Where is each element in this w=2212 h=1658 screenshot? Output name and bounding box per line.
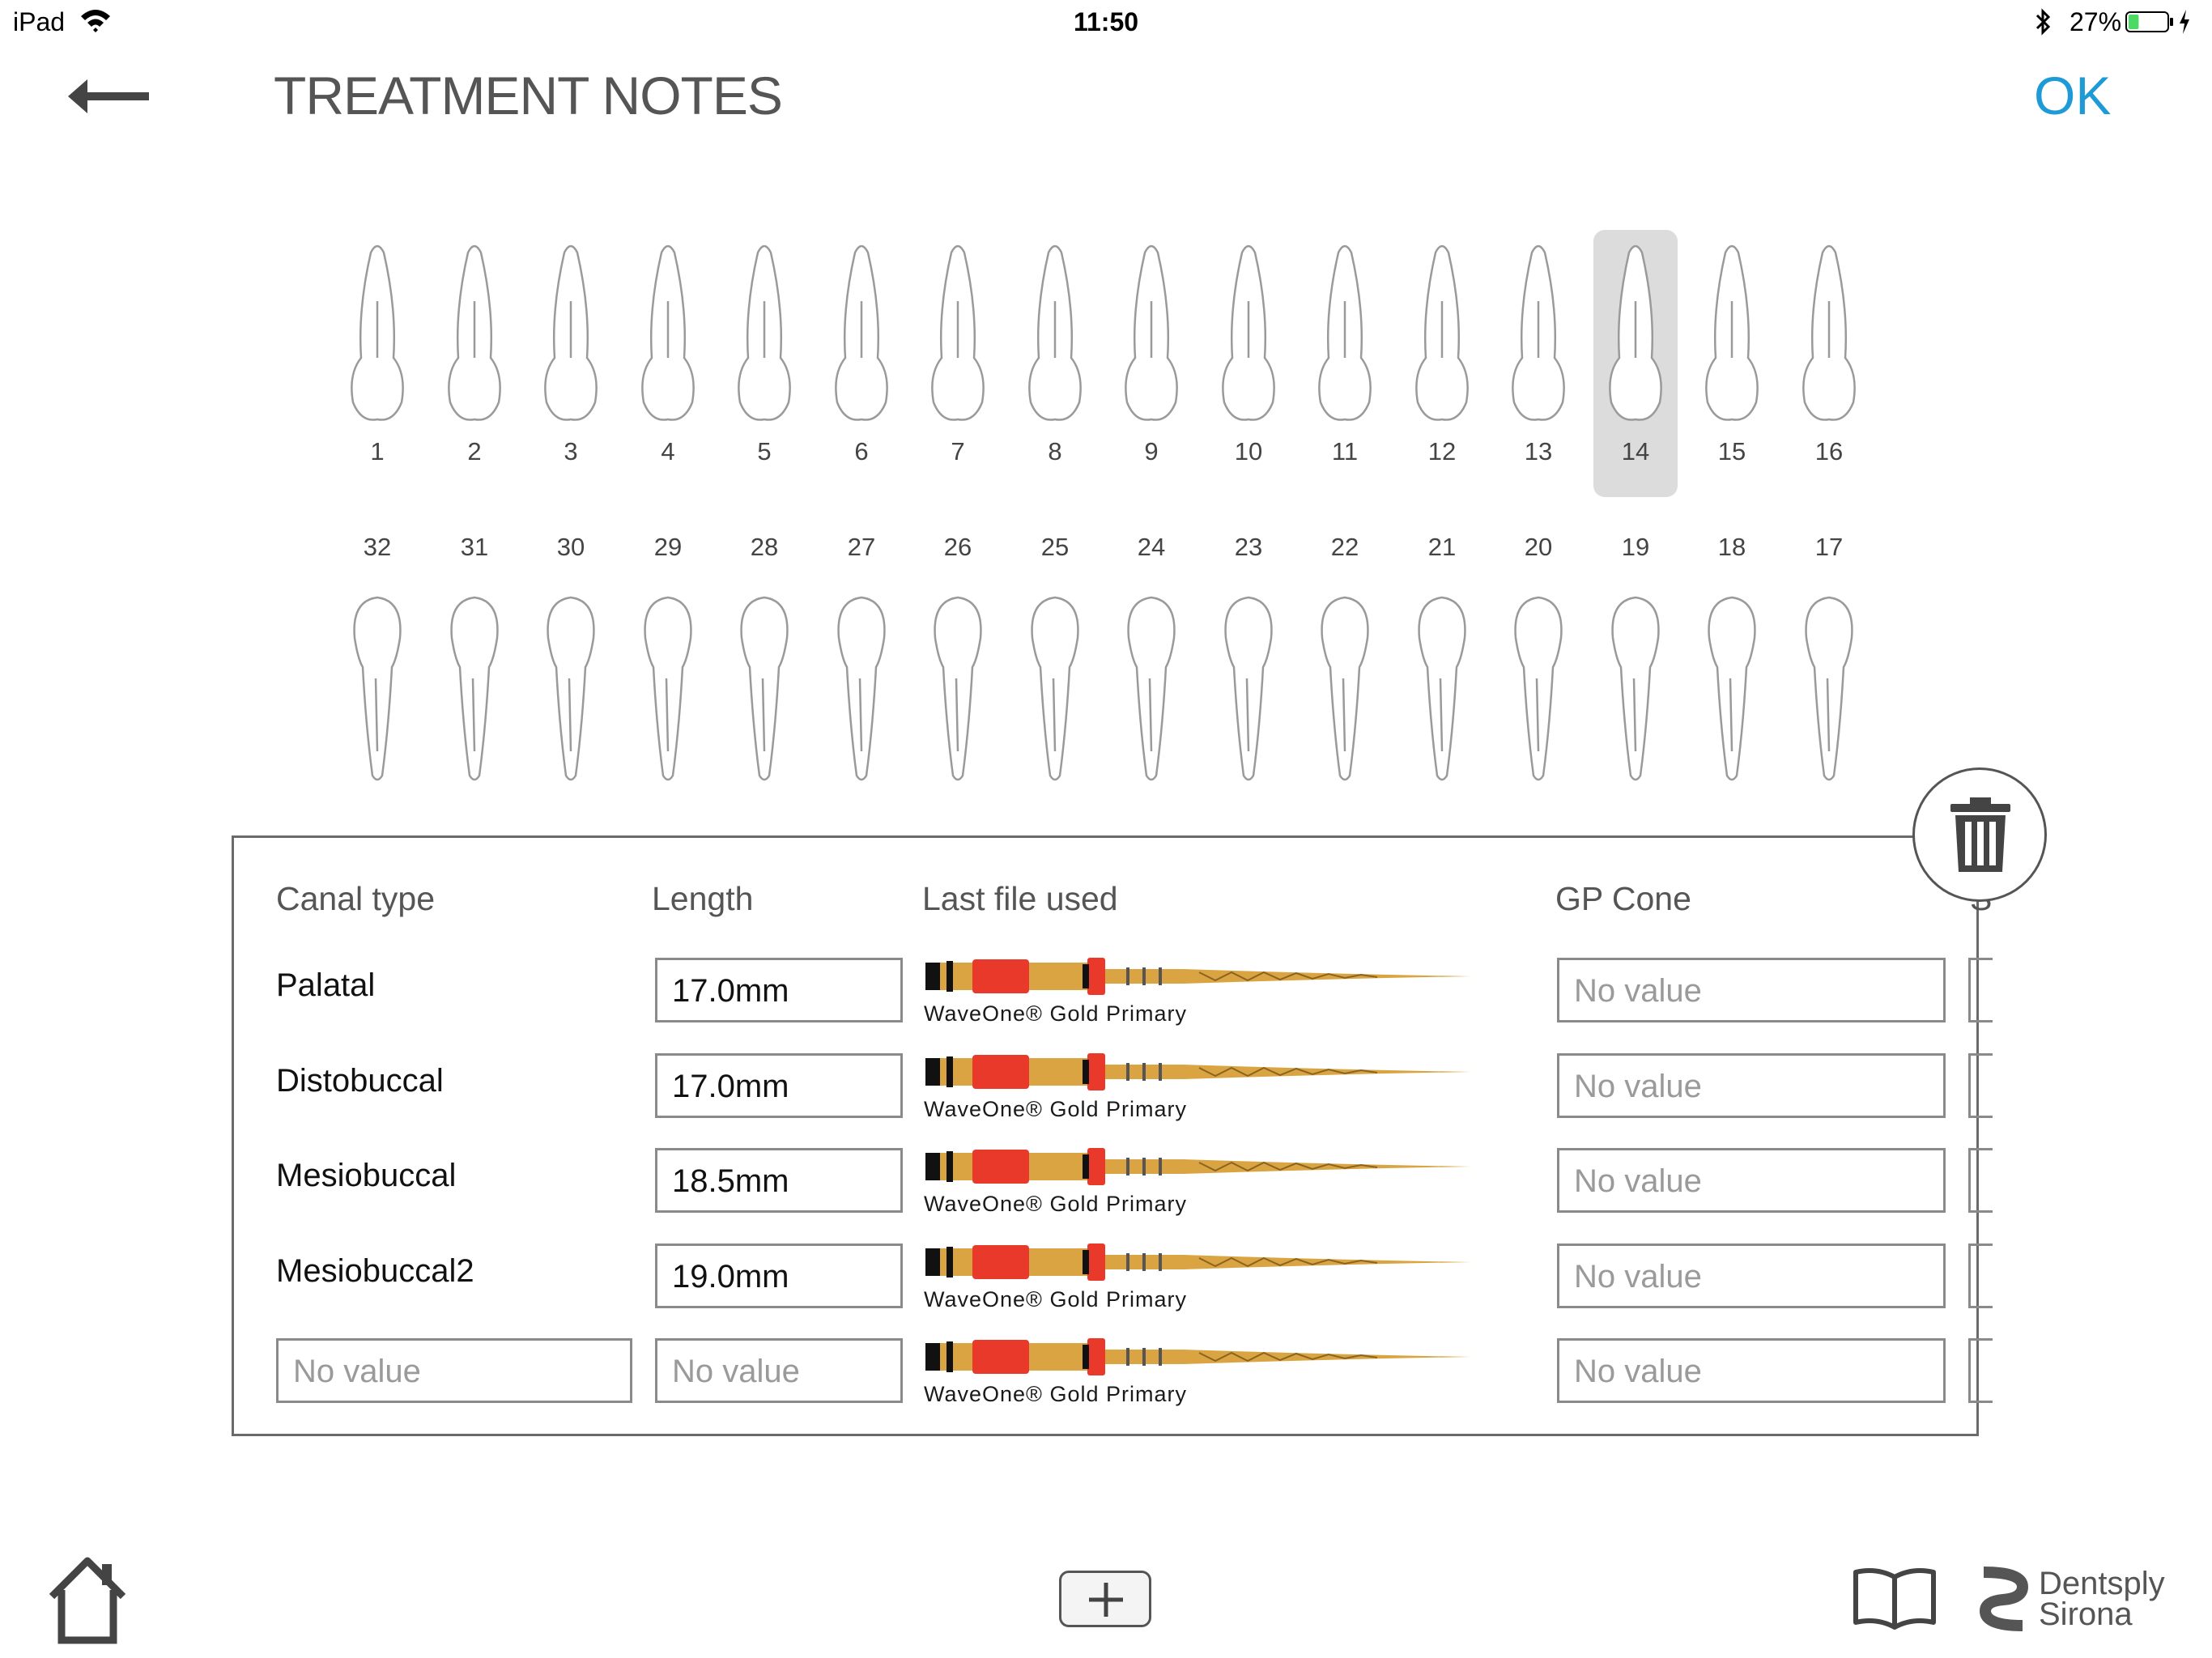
tooth-number: 31 (460, 533, 489, 561)
tooth-26[interactable] (916, 531, 1000, 798)
tooth-outline-icon (434, 236, 515, 431)
waveone-file-icon (924, 1239, 1474, 1292)
tooth-14[interactable] (1593, 230, 1678, 497)
file-name-label: WaveOne® Gold Primary (924, 1096, 1187, 1121)
canal-notes-table (232, 835, 1979, 1436)
canal-type-label: Mesiobuccal2 (276, 1252, 474, 1289)
header-last-file: Last file used (922, 880, 1118, 917)
canal-type-input[interactable]: No value (276, 1338, 632, 1403)
tooth-number: 25 (1040, 533, 1070, 561)
tooth-number: 22 (1330, 533, 1359, 561)
brand-name-line1: Dentsply (2039, 1566, 2165, 1601)
last-file-selector[interactable] (924, 1143, 1474, 1224)
brand-name-line2: Sirona (2039, 1596, 2133, 1632)
tooth-number: 9 (1144, 437, 1159, 466)
waveone-file-icon (924, 1048, 1474, 1102)
tooth-30[interactable] (529, 531, 613, 798)
tooth-outline-icon (1595, 236, 1676, 431)
tooth-outline-icon (821, 575, 902, 798)
tooth-outline-icon (917, 575, 998, 798)
tooth-outline-icon (1789, 575, 1870, 798)
tooth-number: 1 (370, 437, 385, 466)
tooth-number: 27 (847, 533, 876, 561)
tooth-29[interactable] (626, 531, 710, 798)
file-name-label: WaveOne® Gold Primary (924, 1001, 1187, 1026)
tooth-28[interactable] (722, 531, 806, 798)
tooth-number: 10 (1234, 437, 1263, 466)
tooth-number: 29 (653, 533, 683, 561)
tooth-outline-icon (1691, 236, 1772, 431)
truncated-column-input[interactable] (1968, 1338, 1993, 1403)
tooth-16[interactable] (1787, 230, 1871, 497)
gp-cone-input[interactable]: No value (1557, 1148, 1946, 1213)
tooth-6[interactable] (819, 230, 904, 497)
tooth-outline-icon (530, 236, 611, 431)
trash-icon (1950, 797, 2010, 872)
header-canal-type: Canal type (276, 880, 436, 917)
truncated-column-input[interactable] (1968, 1244, 1993, 1308)
tooth-25[interactable] (1013, 531, 1097, 798)
tooth-outline-icon (1691, 575, 1772, 798)
tooth-outline-icon (1595, 575, 1676, 798)
truncated-column-input[interactable] (1968, 1148, 1993, 1213)
tooth-11[interactable] (1303, 230, 1387, 497)
clock: 11:50 (1073, 7, 1139, 36)
tooth-23[interactable] (1206, 531, 1291, 798)
table-row (234, 1053, 1981, 1121)
tooth-1[interactable] (335, 230, 419, 497)
header-gp-cone: GP Cone (1555, 880, 1691, 917)
tooth-number: 32 (363, 533, 392, 561)
tooth-number: 8 (1048, 437, 1062, 466)
tooth-32[interactable] (335, 531, 419, 798)
tooth-number: 30 (556, 533, 585, 561)
home-icon[interactable] (45, 1554, 130, 1645)
tooth-number: 15 (1717, 437, 1746, 466)
tooth-outline-icon (917, 236, 998, 431)
tooth-outline-icon (337, 575, 418, 798)
tooth-13[interactable] (1496, 230, 1580, 497)
tooth-outline-icon (1111, 575, 1192, 798)
plus-icon (1087, 1581, 1125, 1618)
tooth-number: 26 (943, 533, 972, 561)
tooth-number: 20 (1524, 533, 1553, 561)
tooth-outline-icon (1498, 236, 1579, 431)
tooth-17[interactable] (1787, 531, 1871, 798)
page-title: TREATMENT NOTES (274, 66, 782, 125)
tooth-outline-icon (1015, 236, 1095, 431)
tooth-outline-icon (1111, 236, 1192, 431)
battery-icon (2125, 11, 2174, 33)
last-file-selector[interactable] (924, 1048, 1474, 1129)
table-row (234, 1148, 1981, 1216)
tooth-outline-icon (627, 575, 708, 798)
file-name-label: WaveOne® Gold Primary (924, 1192, 1187, 1216)
file-name-label: WaveOne® Gold Primary (924, 1286, 1187, 1312)
tooth-outline-icon (1208, 236, 1289, 431)
tooth-number: 16 (1814, 437, 1844, 466)
bluetooth-icon (2034, 6, 2053, 38)
tooth-outline-icon (1304, 236, 1385, 431)
tooth-number: 18 (1717, 533, 1746, 561)
back-arrow-icon[interactable] (62, 71, 152, 121)
gp-cone-input[interactable]: No value (1557, 958, 1946, 1022)
tooth-number: 21 (1427, 533, 1457, 561)
tooth-number: 2 (467, 437, 482, 466)
tooth-2[interactable] (432, 230, 517, 497)
last-file-selector[interactable] (924, 953, 1474, 1034)
canal-type-label: Distobuccal (276, 1062, 444, 1099)
tooth-20[interactable] (1496, 531, 1580, 798)
tooth-number: 3 (564, 437, 578, 466)
device-name: iPad (13, 7, 66, 36)
tooth-number: 7 (951, 437, 965, 466)
tooth-number: 28 (750, 533, 779, 561)
tooth-number: 19 (1621, 533, 1650, 561)
tooth-19[interactable] (1593, 531, 1678, 798)
table-row (234, 958, 1981, 1026)
gp-cone-input[interactable]: No value (1557, 1338, 1946, 1403)
tooth-number: 17 (1814, 533, 1844, 561)
last-file-selector[interactable] (924, 1239, 1474, 1320)
charging-bolt-icon (2178, 9, 2191, 35)
tooth-outline-icon (1304, 575, 1385, 798)
length-input[interactable]: 17.0mm (655, 958, 903, 1022)
tooth-22[interactable] (1303, 531, 1387, 798)
file-name-label: WaveOne® Gold Primary (924, 1382, 1187, 1406)
tooth-10[interactable] (1206, 230, 1291, 497)
tooth-15[interactable] (1690, 230, 1774, 497)
tooth-outline-icon (627, 236, 708, 431)
length-input[interactable]: 17.0mm (655, 1053, 903, 1118)
tooth-3[interactable] (529, 230, 613, 497)
waveone-file-icon (924, 953, 1474, 1006)
truncated-column-input[interactable] (1968, 1053, 1993, 1118)
tooth-outline-icon (1789, 236, 1870, 431)
gp-cone-input[interactable]: No value (1557, 1244, 1946, 1308)
tooth-outline-icon (530, 575, 611, 798)
tooth-9[interactable] (1109, 230, 1193, 497)
length-input[interactable]: 19.0mm (655, 1244, 903, 1308)
tooth-outline-icon (1208, 575, 1289, 798)
waveone-file-icon (924, 1143, 1474, 1197)
tooth-number: 23 (1234, 533, 1263, 561)
tooth-number: 11 (1331, 437, 1359, 466)
canal-type-label: Palatal (276, 967, 376, 1003)
tooth-outline-icon (1015, 575, 1095, 798)
tooth-8[interactable] (1013, 230, 1097, 497)
tooth-outline-icon (1402, 575, 1482, 798)
tooth-number: 14 (1621, 437, 1650, 466)
tooth-12[interactable] (1400, 230, 1484, 497)
add-canal-button[interactable] (1059, 1571, 1151, 1627)
tooth-21[interactable] (1400, 531, 1484, 798)
tooth-number: 6 (854, 437, 869, 466)
canal-type-label: Mesiobuccal (276, 1158, 457, 1193)
dentsply-sirona-logo (1980, 1569, 2026, 1629)
tooth-7[interactable] (916, 230, 1000, 497)
table-row (234, 1244, 1981, 1312)
tooth-outline-icon (724, 575, 805, 798)
tooth-number: 4 (661, 437, 675, 466)
waveone-file-icon (924, 1333, 1474, 1387)
battery-percent: 27% (2069, 7, 2122, 36)
delete-button[interactable] (1912, 767, 2047, 902)
length-input[interactable]: No value (655, 1338, 903, 1403)
tooth-outline-icon (724, 236, 805, 431)
tooth-outline-icon (1498, 575, 1579, 798)
tooth-outline-icon (821, 236, 902, 431)
tooth-24[interactable] (1109, 531, 1193, 798)
tooth-18[interactable] (1690, 531, 1774, 798)
tooth-4[interactable] (626, 230, 710, 497)
tooth-number: 13 (1524, 437, 1553, 466)
length-input[interactable]: 18.5mm (655, 1148, 903, 1213)
tooth-number: 12 (1427, 437, 1457, 466)
book-icon[interactable] (1853, 1566, 1937, 1630)
last-file-selector[interactable] (924, 1333, 1474, 1414)
table-row (234, 1338, 1981, 1406)
status-bar (0, 0, 2212, 45)
tooth-outline-icon (434, 575, 515, 798)
ok-button[interactable]: OK (2034, 66, 2112, 125)
truncated-column-input[interactable] (1968, 958, 1993, 1022)
tooth-number: 5 (757, 437, 772, 466)
tooth-outline-icon (1402, 236, 1482, 431)
tooth-number: 24 (1137, 533, 1166, 561)
tooth-outline-icon (337, 236, 418, 431)
tooth-31[interactable] (432, 531, 517, 798)
tooth-5[interactable] (722, 230, 806, 497)
gp-cone-input[interactable]: No value (1557, 1053, 1946, 1118)
header-length: Length (652, 880, 754, 917)
tooth-27[interactable] (819, 531, 904, 798)
